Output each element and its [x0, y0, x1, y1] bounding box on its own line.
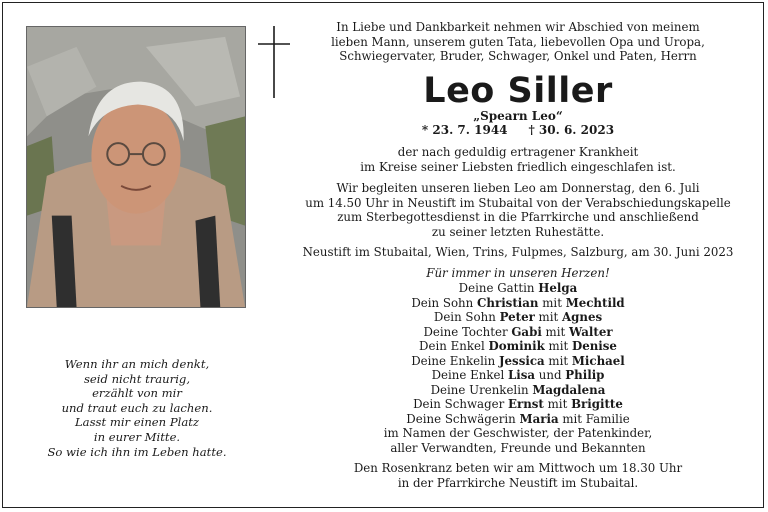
family-line: Dein Schwager Ernst mit Brigitte	[413, 397, 623, 411]
intro-text	[296, 20, 740, 64]
family-line: Deine Tochter Gabi mit Walter	[423, 324, 613, 339]
funeral-line: Wir begleiten unseren lieben Leo am Donnerstag, den 6. Juli	[336, 181, 700, 195]
portrait-image	[27, 27, 245, 307]
family-line: Deine Enkel Lisa und Philip	[431, 368, 605, 382]
verse-line: seid nicht traurig,	[83, 371, 191, 386]
death-date: † 30. 6. 2023	[528, 123, 615, 137]
family-closing-line: im Namen der Geschwister, der Patenkinder,	[383, 426, 653, 440]
verse-line: So wie ich ihn im Leben hatte.	[47, 444, 227, 459]
heart-line: Für immer in unseren Herzen!	[426, 266, 610, 280]
family-line: Dein Enkel Dominik mit Denise	[419, 339, 617, 353]
birth-date: * 23. 7. 1944	[421, 123, 508, 137]
verse-line: in eurer Mitte.	[93, 429, 181, 444]
family-line: Deine Gattin Helga	[458, 281, 578, 295]
intro-line: In Liebe und Dankbarkeit nehmen wir Abschied von meinem	[336, 20, 700, 34]
funeral-line: zu seiner letzten Ruhestätte.	[431, 224, 605, 239]
deceased-name: Leo Siller	[423, 71, 613, 111]
verse-line: erzählt von mir	[92, 386, 182, 401]
passing-line: im Kreise seiner Liebsten friedlich eingeschlafen ist.	[360, 159, 676, 174]
family-closing-line: aller Verwandten, Freunde und Bekannten	[390, 440, 646, 455]
rosary-line: Den Rosenkranz beten wir am Mittwoch um 18.30 Uhr	[353, 461, 683, 475]
funeral-text	[296, 181, 740, 239]
memorial-verse	[26, 357, 248, 459]
nickname: „Spearn Leo“	[473, 109, 563, 123]
place-date: Neustift im Stubaital, Wien, Trins, Fulpmes, Salzburg, am 30. Juni 2023	[302, 245, 734, 259]
intro-line: Schwiegervater, Bruder, Schwager, Onkel und Paten, Herrn	[339, 49, 697, 63]
verse-line: und traut euch zu lachen.	[61, 400, 213, 415]
funeral-line: um 14.50 Uhr in Neustift im Stubaital von der Verabschiedungskapelle	[305, 195, 731, 210]
verse-line: Lasst mir einen Platz	[74, 415, 200, 430]
intro-line: lieben Mann, unserem guten Tata, liebevollen Opa und Uropa,	[331, 34, 705, 49]
verse-line: Wenn ihr an mich denkt,	[64, 357, 210, 371]
family-line: Dein Sohn Peter mit Agnes	[433, 310, 603, 324]
cross-icon	[256, 26, 292, 98]
rosary-line: in der Pfarrkirche Neustift im Stubaital.	[397, 475, 639, 490]
funeral-line: zum Sterbegottesdienst in die Pfarrkirche und anschließend	[337, 210, 699, 224]
portrait-photo	[26, 26, 246, 308]
family-line: Dein Sohn Christian mit Mechtild	[411, 295, 625, 310]
passing-text	[296, 145, 740, 174]
family-line: Deine Enkelin Jessica mit Michael	[411, 353, 625, 368]
rosary-text	[296, 461, 740, 490]
family-list	[296, 281, 740, 455]
life-dates	[296, 123, 740, 138]
passing-line: der nach geduldig ertragener Krankheit	[397, 145, 639, 159]
family-line: Deine Urenkelin Magdalena	[430, 382, 606, 397]
family-line: Deine Schwägerin Maria mit Familie	[406, 411, 630, 426]
